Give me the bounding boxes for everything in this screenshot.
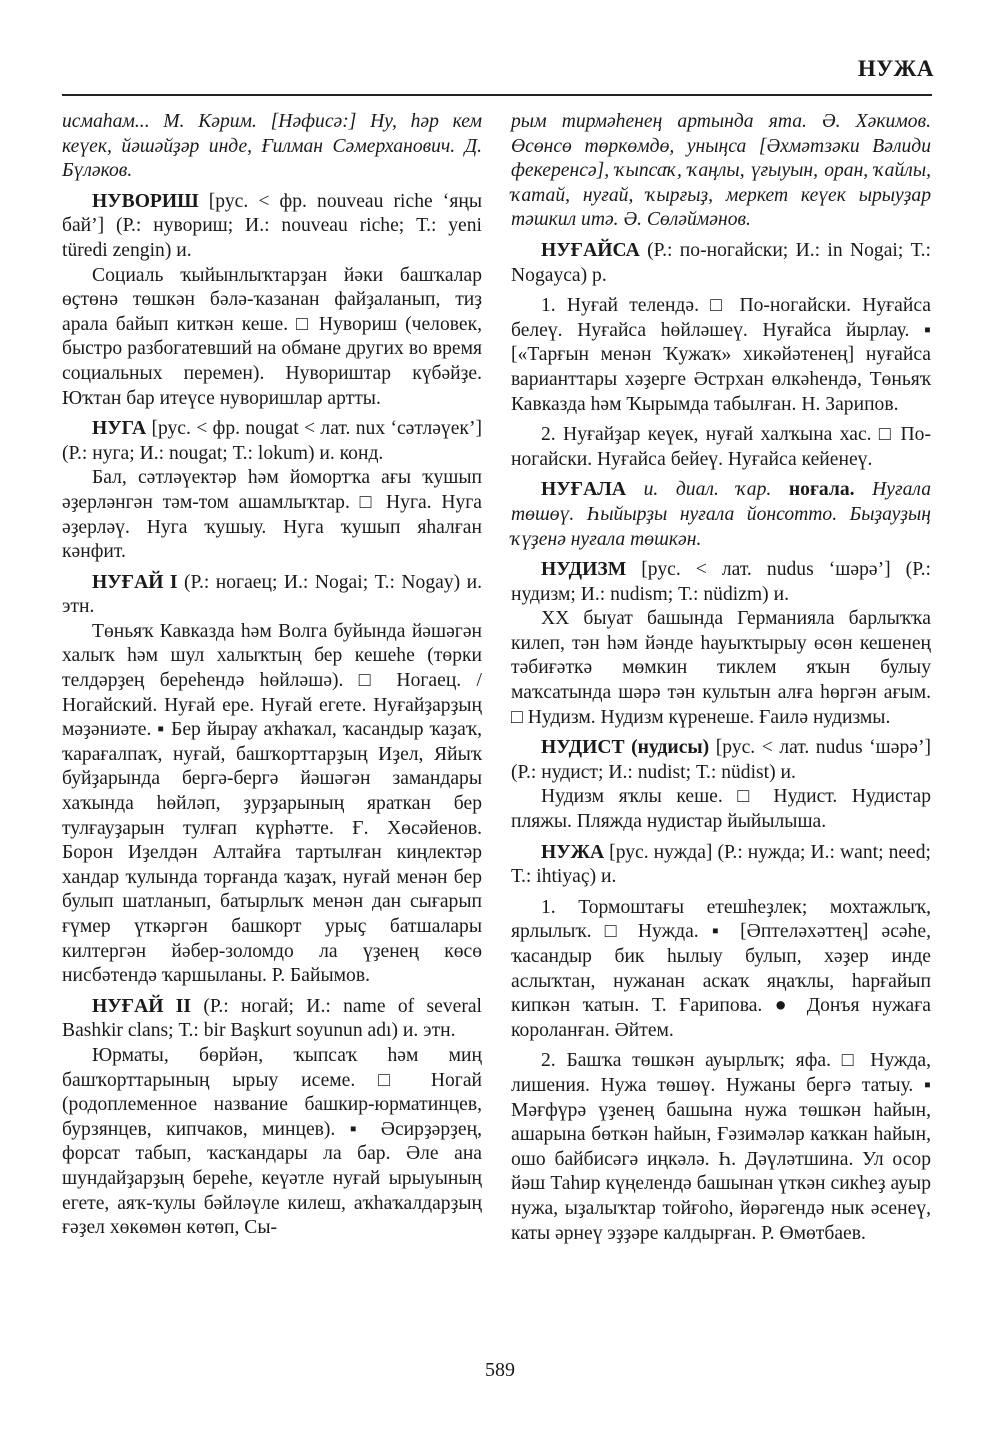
headword: НУҒАЙСА bbox=[541, 239, 640, 261]
headword: НУҒАЛА bbox=[541, 479, 626, 501]
sense-2: 2. Башҡа төшкән ауырлыҡ; яфа. □ Нужда, лишения. Нужа төшөү. Нужаны бергә татыу. ▪ Мәғфүрә үҙенең башына нужа төшкән һайын, ашарына бөткән һайын, Ғәзимәләр каҡкан һайын, ошо байбисәгә иңкәлә. Һ. Дәүләтшина. Ул осор йәш Таһир күңелендә башынан үткән сикһеҙ ауыр нужа, ыҙалыҡтар тойғоһо, йөрәгендә нык әсенеү, каты әрнеү эҙҙәре калдырған. Р. Өмөтбаев. bbox=[511, 1050, 931, 1244]
etymology: [рус. < лат. nudus ‘шәрә’] (Р.: нудист; И.: nudist; Т.: nüdist) и. bbox=[511, 737, 931, 783]
definition: Бал, сәтләүектәр һәм йомортҡа ағы ҡушып әҙерләнгән тәм-том ашамлыҡтар. □ Нуга. Нуга әҙерләү. Нуга ҡушыу. Нуга ҡушып яһалған кәнфит. bbox=[62, 467, 482, 563]
right-column bbox=[511, 110, 931, 1246]
entry-nuzha bbox=[511, 841, 931, 890]
headword: НУГА bbox=[92, 418, 147, 440]
sense-1: 1. Нуғай телендә. □ По-ногайски. Нуғайса белеү. Нуғайса һөйләшеү. Нуғайса йырлау. ▪ [«Тарғын менән Ҡужаҡ» хикәйәтенең] нуғайса варианттары хәҙерге Әстрхан өлкәһендә, Төньяҡ Кавказда һәм Ҡырымда табылған. Н. Зарипов. bbox=[511, 295, 931, 415]
running-head: НУЖА bbox=[857, 56, 934, 81]
left-column bbox=[62, 110, 482, 1241]
headword: НУҒАЙ I bbox=[92, 571, 178, 593]
sense-1: 1. Тормоштағы етешһеҙлек; мохтажлыҡ, ярлылыҡ. □ Нужда. ▪ [Әптеләхәттең] әсәһе, ҡасандыр бик һылыу булып, хәҙер инде аслыҡтан, нужанан аскаҡ яңаҡлы, һарғайып кипкән ҡатын. Т. Ғарипова. ● Донъя нужаға короланған. Әйтем. bbox=[511, 896, 931, 1041]
headword: НУДИСТ (нудисы) bbox=[541, 737, 710, 759]
entry-nugai-2 bbox=[62, 995, 482, 1044]
etymology: и. диал. ҡар. bbox=[626, 479, 789, 501]
etymology: (Р.: ногай; И.: name of several Bashkir clans; Т.: bir Başkurt soyunun adı) и. этн. bbox=[62, 995, 482, 1042]
definition: Нудизм яҡлы кеше. □ Нудист. Нудистар пляжы. Пляжда нудистар йыйылыша. bbox=[511, 786, 931, 833]
continuation-text: рым тирмәһенең артында ята. Ә. Хәкимов. Өсөнсө төркөмдө, уныңса [Әхмәтзәки Вәлиди фекеренсә], ҡыпсаҡ, ҡаңлы, үғыуын, оран, ҡайлы, ҡатай, нуғай, ҡырғыҙ, меркет кеүек ырыуҙар тәшкил итә. Ә. Сөләймәнов. bbox=[511, 111, 931, 231]
definition: Юрматы, бөрйән, ҡыпсаҡ һәм миң башҡорттарының ырыу исеме. □ Ногай (родоплеменное название башкир-юрматинцев, бурзянцев, кипчаков, минцев). ▪ Әсирҙәрҙең, форсат табып, ҡасҡандары ла бар. Әле ана шундайҙарҙың береһе, кеүәтле нуғай ырыуының егете, аяҡ-ҡулы бәйләүле килеш, аҡһаҡалдарҙың ғәҙел хөкөмөн көтөп, Сы- bbox=[62, 1044, 482, 1239]
etymology: [рус. нужда] (Р.: нужда; И.: want; need; Т.: ihtiyaç) и. bbox=[511, 841, 931, 888]
headword: НУДИЗМ bbox=[541, 559, 627, 581]
etymology: (Р.: ногаец; И.: Nogai; Т.: Nogay) и. этн. bbox=[62, 571, 482, 618]
headword: НУҒАЙ II bbox=[92, 995, 192, 1017]
header-rule bbox=[62, 94, 932, 96]
page-number: 589 bbox=[485, 1359, 515, 1381]
entry-nugai-1 bbox=[62, 571, 482, 620]
continuation-text: исмаһам... М. Кәрим. [Нәфисә:] Ну, һәр кем кеүек, йәшәйҙәр инде, Ғилман Сәмерханович. Д. Бүләков. bbox=[62, 111, 482, 182]
etymology: [рус. < фр. nougat < лат. nux ‘сәтләүек’] (Р.: нуга; И.: nougat; Т.: lokum) и. конд. bbox=[62, 418, 482, 464]
definition: Социаль ҡыйынлыҡтарҙан йәки башҡалар өҫтөнә төшкән бәлә-ҡазанан файҙаланып, тиҙ арала байып киткән кеше. □ Нувориш (человек, быстро разбогатевший на обмане других во время социальных перемен). Нувориштар күбәйҙе. Юҡтан бар итеүсе нуворишлар артты. bbox=[62, 264, 482, 409]
sense-2: 2. Нуғайҙар кеүек, нуғай халҡына хас. □ По-ногайски. Нуғайса бейеү. Нуғайса кейенеү. bbox=[511, 424, 931, 470]
definition: XX быуат башында Германияла барлыҡҡа килеп, тән һәм йәнде һауыҡтырыу өсөн кешенең тәбиғәткә мөмкин тиклем яҡын булыу маҡсатында шәрә тән культын алға һөргән ағым. □ Нудизм. Нудизм күренеше. Ғаилә нудизмы. bbox=[511, 608, 931, 728]
etymology: [рус. < лат. nudus ‘шәрә’] (Р.: нудизм; И.: nudism; Т.: nüdizm) и. bbox=[511, 559, 931, 605]
entry-nugala bbox=[511, 478, 931, 552]
cross-reference: ноғала. bbox=[788, 479, 855, 501]
examples: Нуғала төшөү. Һыйырҙы нуғала йонсотто. Быҙауҙың ҡүҙенә нуғала төшкән. bbox=[511, 479, 931, 550]
entry-nudist bbox=[511, 736, 931, 785]
etymology: [рус. < фр. nouveau riche ‘яңы бай’] (Р.: нувориш; И.: nouveau riche; Т.: yeni türedi zengin) и. bbox=[62, 190, 482, 261]
entry-nuvorish bbox=[62, 190, 482, 264]
headword: НУЖА bbox=[541, 841, 605, 863]
definition: Төньяҡ Кавказда һәм Волга буйында йәшәгән халыҡ һәм шул халыҡтың бер кешеһе (төрки телдәрҙең береһендә һөйләшә). □ Ногаец. / Ногайский. Нуғай ере. Нуғай егете. Нуғайҙарҙың мәҙәниәте. ▪ Бер йырау аҡһаҡал, ҡасандыр ҡаҙаҡ, ҡарағалпаҡ, нуғай, башҡорттарҙың Иҙел, Яйыҡ буйҙарында бергә-бергә йәшәгән замандары хаҡында һөйләп, ҙурҙарының яраткан бер тулғауҙарын тулғап күрһәтте. Ғ. Хөсәйенов. Борон Иҙелдән Алтайға тартылған киңлектәр хандар ҡулында торғанда ҡаҙаҡ, нуғай менән бер булып шатланып, батырлыҡ менән дан сығарып ғүмер үткәргән башкорт урыҫ батшалары килтергән йәбер-золомдо ла үҙенең көсө нисбәтендә ҡаршыланы. Р. Байымов. bbox=[62, 620, 482, 987]
etymology: (Р.: по-ногайски; И.: in Nogai; Т.: Nogayca) р. bbox=[511, 239, 931, 286]
entry-nudizm bbox=[511, 558, 931, 607]
entry-nugaisa bbox=[511, 239, 931, 288]
entry-nuga bbox=[62, 417, 482, 466]
headword: НУВОРИШ bbox=[92, 190, 199, 212]
